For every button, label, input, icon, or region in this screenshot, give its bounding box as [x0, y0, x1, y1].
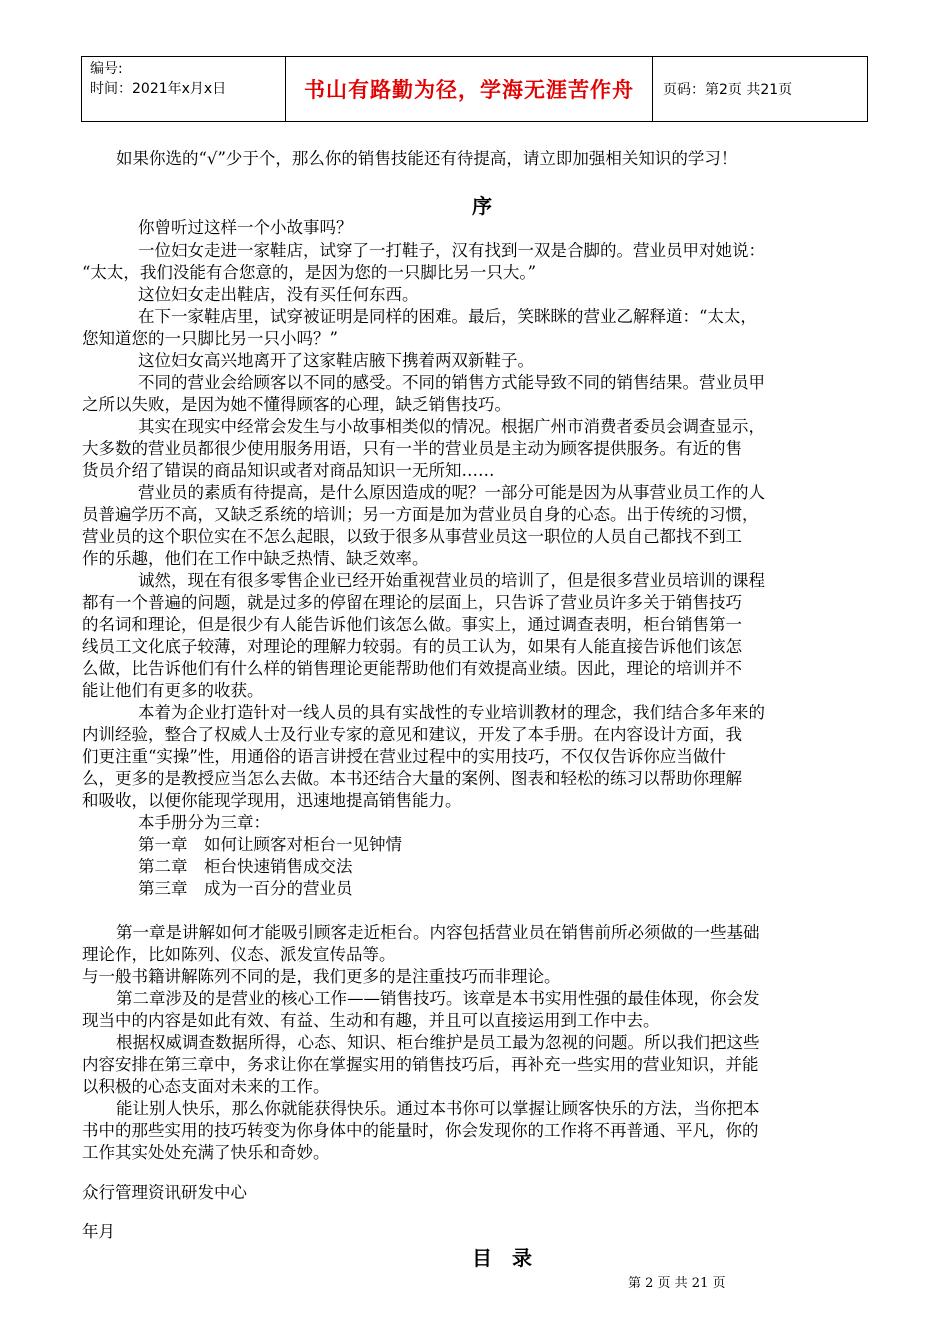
text-line: 之所以失败，是因为她不懂得顾客的心理，缺乏销售技巧。	[82, 395, 511, 414]
text-line: 都有一个普遍的问题，就是过多的停留在理论的层面上，只告诉了营业员许多关于销售技巧	[82, 593, 742, 612]
text-line: 以积极的心态支面对未来的工作。	[82, 1077, 330, 1096]
date-line: 年月	[82, 1222, 115, 1241]
text-line: 能让他们有更多的收获。	[82, 681, 264, 700]
number-label: 编号:	[90, 61, 123, 77]
text-line: 这位妇女走出鞋店，没有买任何东西。	[138, 285, 419, 304]
text-line: 书中的那些实用的技巧转变为你身体中的能量时，你会发现你的工作将不再普通、平凡，你的	[82, 1121, 759, 1140]
text-line: 工作其实处处充满了快乐和奇妙。	[82, 1143, 330, 1162]
text-line: 你曾听过这样一个小故事吗？	[138, 218, 353, 237]
chapter-1-line: 第一章 如何让顾客对柜台一见钟情	[138, 835, 402, 854]
text-line: 营业员的素质有待提高，是什么原因造成的呢？一部分可能是因为从事营业员工作的人	[138, 483, 765, 502]
intro-line: 如果你选的“√”少于个，那么你的销售技能还有待提高，请立即加强相关知识的学习！	[116, 149, 738, 168]
text-line: 根据权威调查数据所得，心态、知识、柜台维护是员工最为忽视的问题。所以我们把这些	[116, 1033, 760, 1052]
text-line: 第二章涉及的是营业的核心工作——销售技巧。该章是本书实用性强的最佳体现，你会发	[116, 989, 760, 1008]
chapter-2-line: 第二章 柜台快速销售成交法	[138, 857, 353, 876]
signature: 众行管理资讯研发中心	[82, 1183, 247, 1202]
text-line: 们更注重“实操”性，用通俗的语言讲授在营业过程中的实用技巧，不仅仅告诉你应当做什	[82, 747, 726, 766]
header-page-info: 页码：第2页 共21页	[663, 82, 793, 98]
text-line: 作的乐趣，他们在工作中缺乏热情、缺乏效率。	[82, 549, 429, 568]
text-line: 大多数的营业员都很少使用服务用语，只有一半的营业员是主动为顾客提供服务。有近的售	[82, 439, 742, 458]
text-line: 这位妇女高兴地离开了这家鞋店腋下携着两双新鞋子。	[138, 351, 534, 370]
text-line: 营业员的这个职位实在不怎么起眼，以致于很多从事营业员这一职位的人员自己都找不到工	[82, 527, 742, 546]
text-line: 货员介绍了错误的商品知识或者对商品知识一无所知……	[82, 461, 495, 480]
text-line: “太太，我们没能有合您意的，是因为您的一只脚比另一只大。”	[82, 263, 537, 282]
text-line: 现当中的内容是如此有效、有益、生动和有趣，并且可以直接运用到工作中去。	[82, 1011, 660, 1030]
header-table	[81, 56, 868, 122]
text-line: 与一般书籍讲解陈列不同的是，我们更多的是注重技巧而非理论。	[82, 967, 561, 986]
text-line: 内训经验，整合了权威人士及行业专家的意见和建议，开发了本手册。在内容设计方面，我	[82, 725, 742, 744]
text-line: 线员工文化底子较薄，对理论的理解力较弱。有的员工认为，如果有人能直接告诉他们该怎	[82, 637, 742, 656]
text-line: 内容安排在第三章中，务求让你在掌握实用的销售技巧后，再补充一些实用的营业知识，并能	[82, 1055, 759, 1074]
time-label: 时间：2021年x月x日	[90, 81, 227, 97]
page-footer: 第 2 页 共 21 页	[628, 1276, 726, 1291]
text-line: 么做，比告诉他们有什么样的销售理论更能帮助他们有效提高业绩。因此，理论的培训并不	[82, 659, 742, 678]
text-line: 能让别人快乐，那么你就能获得快乐。通过本书你可以掌握让顾客快乐的方法，当你把本	[116, 1099, 760, 1118]
text-line: 么，更多的是教授应当怎么去做。本书还结合大量的案例、图表和轻松的练习以帮助你理解	[82, 769, 742, 788]
text-line: 的名词和理论，但是很少有人能告诉他们该怎么做。事实上，通过调查表明，柜台销售第一	[82, 615, 742, 634]
text-line: 第一章是讲解如何才能吸引顾客走近柜台。内容包括营业员在销售前所必须做的一些基础	[116, 923, 760, 942]
text-line: 理论作，比如陈列、仪态、派发宣传品等。	[82, 945, 396, 964]
text-line: 诚然，现在有很多零售企业已经开始重视营业员的培训了，但是很多营业员培训的课程	[138, 571, 765, 590]
text-line: 本手册分为三章：	[138, 813, 270, 832]
text-line: 本着为企业打造针对一线人员的具有实战性的专业培训教材的理念，我们结合多年来的	[138, 703, 765, 722]
text-line: 您知道您的一只脚比另一只小吗？”	[82, 329, 338, 348]
header-motto: 书山有路勤为径，学海无涯苦作舟	[286, 57, 653, 121]
text-line: 一位妇女走进一家鞋店，试穿了一打鞋子，汉有找到一双是合脚的。营业员甲对她说：	[138, 241, 765, 260]
text-line: 其实在现实中经常会发生与小故事相类似的情况。根据广州市消费者委员会调查显示，	[138, 417, 765, 436]
preface-title: 序	[472, 194, 492, 218]
toc-title: 目 录	[472, 1246, 532, 1270]
text-line: 不同的营业会给顾客以不同的感受。不同的销售方式能导致不同的销售结果。营业员甲	[138, 373, 765, 392]
text-line: 在下一家鞋店里，试穿被证明是同样的困难。最后，笑眯眯的营业乙解释道：“太太，	[138, 307, 757, 326]
chapter-3-line: 第三章 成为一百分的营业员	[138, 879, 353, 898]
text-line: 员普遍学历不高，又缺乏系统的培训；另一方面是加为营业员自身的心态。出于传统的习惯，	[82, 505, 759, 524]
header-meta	[82, 57, 286, 121]
text-line: 和吸收，以便你能现学现用，迅速地提高销售能力。	[82, 791, 462, 810]
